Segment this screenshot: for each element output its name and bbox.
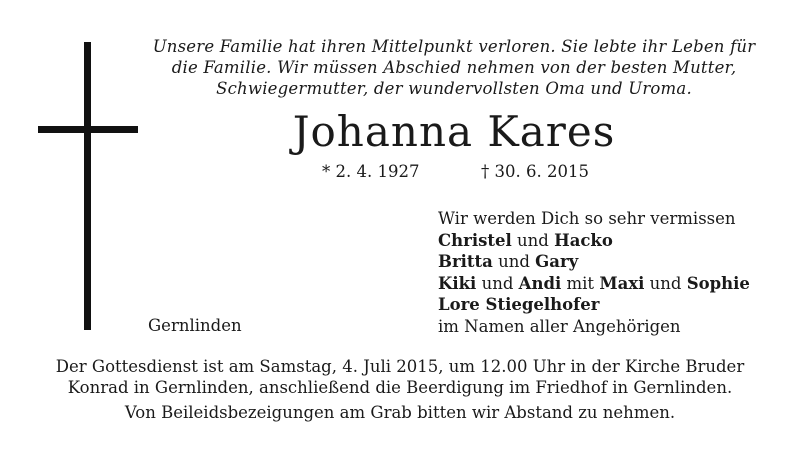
connector-word: und [517, 230, 549, 250]
mourner-name: Kiki [438, 273, 477, 293]
mourners-line [438, 251, 750, 273]
deceased-name: Johanna Kares [292, 107, 616, 156]
intro-line: Unsere Familie hat ihren Mittelpunkt verloren. Sie lebte ihr Leben für [152, 37, 756, 56]
town-name: Gernlinden [148, 316, 242, 335]
mourner-name: Andi [518, 273, 562, 293]
connector-word: und [498, 252, 530, 271]
mourner-name: Gary [535, 252, 579, 271]
mourner-name: Hacko [554, 230, 613, 250]
service-line: Der Gottesdienst ist am Samstag, 4. Juli 2015, um 12.00 Uhr in der Kirche Bruder [55, 357, 745, 376]
intro-line: Schwiegermutter, der wundervollsten Oma und Uroma. [216, 79, 692, 98]
mourners-line [438, 230, 750, 252]
cross-vertical-bar [84, 42, 91, 330]
cross-horizontal-bar [38, 126, 138, 133]
condolence-request: Von Beileidsbezeigungen am Grab bitten wir Abstand zu nehmen. [124, 403, 676, 422]
mourners-block [438, 208, 750, 337]
mourner-name: Maxi [599, 273, 645, 293]
mourner-name: Britta [438, 252, 493, 271]
service-announcement [20, 356, 780, 398]
service-line: Konrad in Gernlinden, anschließend die Beerdigung im Friedhof in Gernlinden. [67, 378, 733, 397]
intro-text [140, 36, 768, 99]
mourners-line [438, 273, 750, 295]
connector-word: und [649, 273, 682, 293]
mourners-line: im Namen aller Angehörigen [438, 316, 681, 336]
connector-word: mit [566, 273, 595, 293]
intro-line: die Familie. Wir müssen Abschied nehmen von der besten Mutter, [171, 58, 737, 77]
mourners-line: Wir werden Dich so sehr vermissen [438, 209, 736, 228]
mourner-name: Lore Stiegelhofer [438, 295, 600, 314]
birth-date: * 2. 4. 1927 [322, 162, 420, 181]
death-date: † 30. 6. 2015 [481, 162, 589, 181]
mourner-name: Christel [438, 230, 512, 250]
mourner-name: Sophie [686, 273, 750, 293]
mourners-line [438, 294, 750, 316]
connector-word: und [481, 273, 514, 293]
